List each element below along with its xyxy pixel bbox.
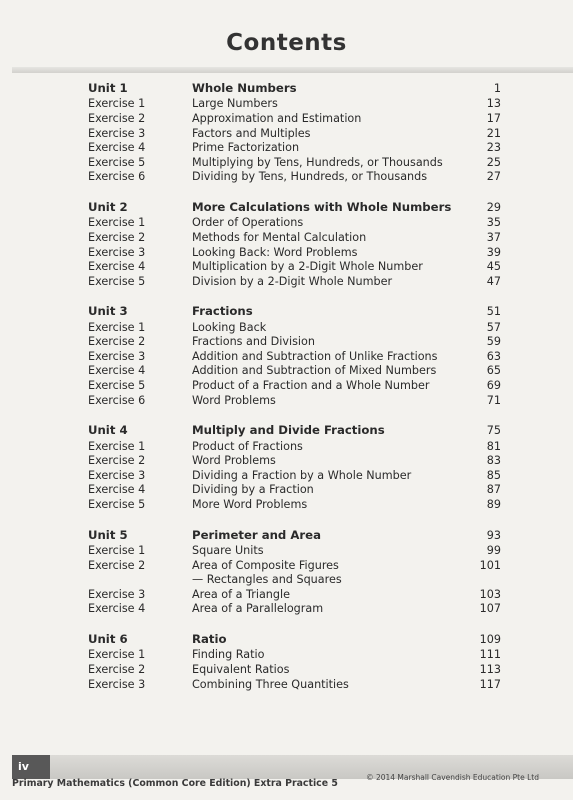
copyright-notice: © 2014 Marshall Cavendish Education Pte Ltd <box>366 773 539 782</box>
exercise-page-number: 63 <box>486 349 501 363</box>
exercise-title: Area of Composite Figures <box>192 558 339 572</box>
exercise-label: Exercise 6 <box>88 393 146 407</box>
unit-page-number: 75 <box>486 424 501 438</box>
exercise-label: Exercise 3 <box>88 677 146 691</box>
exercise-label: Exercise 4 <box>88 483 146 497</box>
exercise-page-number: 59 <box>486 335 501 349</box>
page-number: iv <box>12 755 50 779</box>
exercise-title: Combining Three Quantities <box>192 677 349 691</box>
exercise-label: Exercise 2 <box>88 558 146 572</box>
exercise-row <box>0 498 573 513</box>
exercise-title: Addition and Subtraction of Unlike Fractions <box>192 349 438 363</box>
exercise-label: Exercise 5 <box>88 379 146 393</box>
exercise-label: Exercise 3 <box>88 126 146 140</box>
title-rule <box>12 67 573 73</box>
exercise-page-number: 87 <box>486 483 501 497</box>
unit-heading-row <box>0 199 573 216</box>
unit-label: Unit 4 <box>88 423 128 438</box>
exercise-page-number: 47 <box>486 274 501 288</box>
exercise-title: Approximation and Estimation <box>192 111 362 125</box>
exercise-row <box>0 663 573 678</box>
exercise-title: Multiplication by a 2-Digit Whole Number <box>192 260 423 274</box>
exercise-title: Area of a Triangle <box>192 587 290 601</box>
exercise-page-number: 27 <box>486 170 501 184</box>
exercise-title: Equivalent Ratios <box>192 662 290 676</box>
exercise-title: Multiplying by Tens, Hundreds, or Thousands <box>192 155 443 169</box>
exercise-label: Exercise 1 <box>88 544 146 558</box>
unit-heading-row <box>0 80 573 97</box>
exercise-title: Prime Factorization <box>192 141 300 155</box>
exercise-label: Exercise 4 <box>88 602 146 616</box>
exercise-page-number: 81 <box>486 439 501 453</box>
exercise-label: Exercise 5 <box>88 498 146 512</box>
exercise-page-number: 101 <box>479 558 501 572</box>
exercise-label: Exercise 5 <box>88 274 146 288</box>
exercise-page-number: 99 <box>486 544 501 558</box>
unit-label: Unit 1 <box>88 81 128 95</box>
exercise-label: Exercise 2 <box>88 335 146 349</box>
exercise-row <box>0 588 573 603</box>
exercise-row <box>0 141 573 156</box>
exercise-row <box>0 440 573 455</box>
exercise-title: Product of a Fraction and a Whole Number <box>192 379 430 393</box>
unit-label: Unit 2 <box>88 199 128 214</box>
exercise-row <box>0 321 573 336</box>
unit-section <box>0 631 573 692</box>
exercise-title: Factors and Multiples <box>192 126 311 140</box>
unit-heading-row <box>0 303 573 320</box>
exercise-row <box>0 127 573 142</box>
exercise-page-number: 23 <box>486 141 501 155</box>
exercise-label: Exercise 1 <box>88 439 146 453</box>
unit-heading-row <box>0 631 573 648</box>
unit-heading-row <box>0 422 573 439</box>
exercise-title: Finding Ratio <box>192 648 265 662</box>
exercise-row <box>0 156 573 171</box>
exercise-title: Methods for Mental Calculation <box>192 230 367 244</box>
unit-page-number: 51 <box>486 305 501 319</box>
exercise-row <box>0 260 573 275</box>
unit-page-number: 109 <box>479 632 501 646</box>
exercise-label: Exercise 4 <box>88 260 146 274</box>
unit-title: Whole Numbers <box>192 81 297 95</box>
exercise-title: Product of Fractions <box>192 439 303 453</box>
exercise-label: Exercise 1 <box>88 320 146 334</box>
unit-page-number: 29 <box>486 200 501 214</box>
unit-page-number: 1 <box>493 82 501 95</box>
exercise-label: Exercise 3 <box>88 587 146 601</box>
exercise-page-number: 45 <box>486 260 501 274</box>
unit-heading-row <box>0 527 573 544</box>
exercise-title: Area of a Parallelogram <box>192 602 324 616</box>
exercise-page-number: 13 <box>486 97 501 111</box>
exercise-row <box>0 678 573 693</box>
exercise-label: Exercise 6 <box>88 170 146 184</box>
exercise-label: Exercise 4 <box>88 141 146 155</box>
exercise-row <box>0 469 573 484</box>
exercise-label: Exercise 3 <box>88 245 146 259</box>
exercise-title: — Rectangles and Squares <box>192 573 342 587</box>
exercise-page-number: 65 <box>486 364 501 378</box>
exercise-page-number: 117 <box>479 677 501 691</box>
exercise-page-number: 17 <box>486 111 501 125</box>
exercise-row <box>0 483 573 498</box>
unit-title: Fractions <box>192 304 253 319</box>
exercise-label: Exercise 2 <box>88 230 146 244</box>
exercise-title: Addition and Subtraction of Mixed Numbers <box>192 364 437 378</box>
exercise-row <box>0 544 573 559</box>
exercise-page-number: 111 <box>479 648 501 662</box>
exercise-row <box>0 454 573 469</box>
exercise-label: Exercise 2 <box>88 662 146 676</box>
exercise-row <box>0 246 573 261</box>
book-title: Primary Mathematics (Common Core Edition) Extra Practice 5 <box>12 778 338 789</box>
exercise-page-number: 107 <box>479 602 501 616</box>
exercise-title: Looking Back: Word Problems <box>192 245 358 259</box>
unit-title: Perimeter and Area <box>192 527 321 542</box>
exercise-page-number: 71 <box>486 393 501 407</box>
exercise-row <box>0 112 573 127</box>
unit-label: Unit 6 <box>88 631 128 646</box>
exercise-row <box>0 364 573 379</box>
unit-page-number: 93 <box>486 528 501 542</box>
exercise-row <box>0 559 573 574</box>
exercise-row <box>0 275 573 290</box>
exercise-title: Large Numbers <box>192 97 278 111</box>
exercise-title: Dividing a Fraction by a Whole Number <box>192 468 412 482</box>
unit-title: More Calculations with Whole Numbers <box>192 199 452 214</box>
exercise-row <box>0 170 573 185</box>
unit-label: Unit 3 <box>88 304 128 319</box>
unit-section <box>0 80 573 185</box>
unit-label: Unit 5 <box>88 527 128 542</box>
exercise-title: Looking Back <box>192 320 267 334</box>
unit-section <box>0 199 573 289</box>
exercise-row <box>0 379 573 394</box>
exercise-label: Exercise 3 <box>88 468 146 482</box>
exercise-page-number: 89 <box>486 498 501 512</box>
exercise-page-number: 69 <box>486 379 501 393</box>
exercise-row <box>0 231 573 246</box>
exercise-title: Order of Operations <box>192 216 304 230</box>
exercise-page-number: 25 <box>486 155 501 169</box>
exercise-page-number: 103 <box>479 587 501 601</box>
exercise-row <box>0 216 573 231</box>
exercise-title: Word Problems <box>192 454 276 468</box>
unit-section <box>0 422 573 512</box>
exercise-title: Square Units <box>192 544 264 558</box>
unit-section <box>0 527 573 617</box>
exercise-page-number: 35 <box>486 216 501 230</box>
exercise-row <box>0 602 573 617</box>
exercise-label: Exercise 2 <box>88 111 146 125</box>
unit-section <box>0 303 573 408</box>
exercise-label: Exercise 1 <box>88 216 146 230</box>
exercise-row <box>0 335 573 350</box>
exercise-row <box>0 394 573 409</box>
exercise-label: Exercise 1 <box>88 97 146 111</box>
exercise-row <box>0 648 573 663</box>
exercise-label: Exercise 4 <box>88 364 146 378</box>
exercise-label: Exercise 1 <box>88 648 146 662</box>
exercise-title: Division by a 2-Digit Whole Number <box>192 274 393 288</box>
exercise-label: Exercise 2 <box>88 454 146 468</box>
exercise-page-number: 37 <box>486 230 501 244</box>
exercise-page-number: 57 <box>486 320 501 334</box>
exercise-row <box>0 97 573 112</box>
exercise-page-number: 85 <box>486 468 501 482</box>
exercise-label: Exercise 3 <box>88 349 146 363</box>
exercise-title: Dividing by Tens, Hundreds, or Thousands <box>192 170 428 184</box>
page-title: Contents <box>226 30 347 56</box>
exercise-row <box>0 573 573 588</box>
exercise-page-number: 39 <box>486 245 501 259</box>
unit-title: Multiply and Divide Fractions <box>192 423 385 438</box>
exercise-page-number: 83 <box>486 454 501 468</box>
exercise-page-number: 21 <box>486 126 501 140</box>
exercise-title: Dividing by a Fraction <box>192 483 314 497</box>
exercise-title: More Word Problems <box>192 498 308 512</box>
exercise-row <box>0 350 573 365</box>
exercise-page-number: 113 <box>479 662 501 676</box>
unit-title: Ratio <box>192 631 227 646</box>
exercise-label: Exercise 5 <box>88 155 146 169</box>
exercise-title: Fractions and Division <box>192 335 315 349</box>
exercise-title: Word Problems <box>192 393 276 407</box>
table-of-contents <box>0 80 573 706</box>
